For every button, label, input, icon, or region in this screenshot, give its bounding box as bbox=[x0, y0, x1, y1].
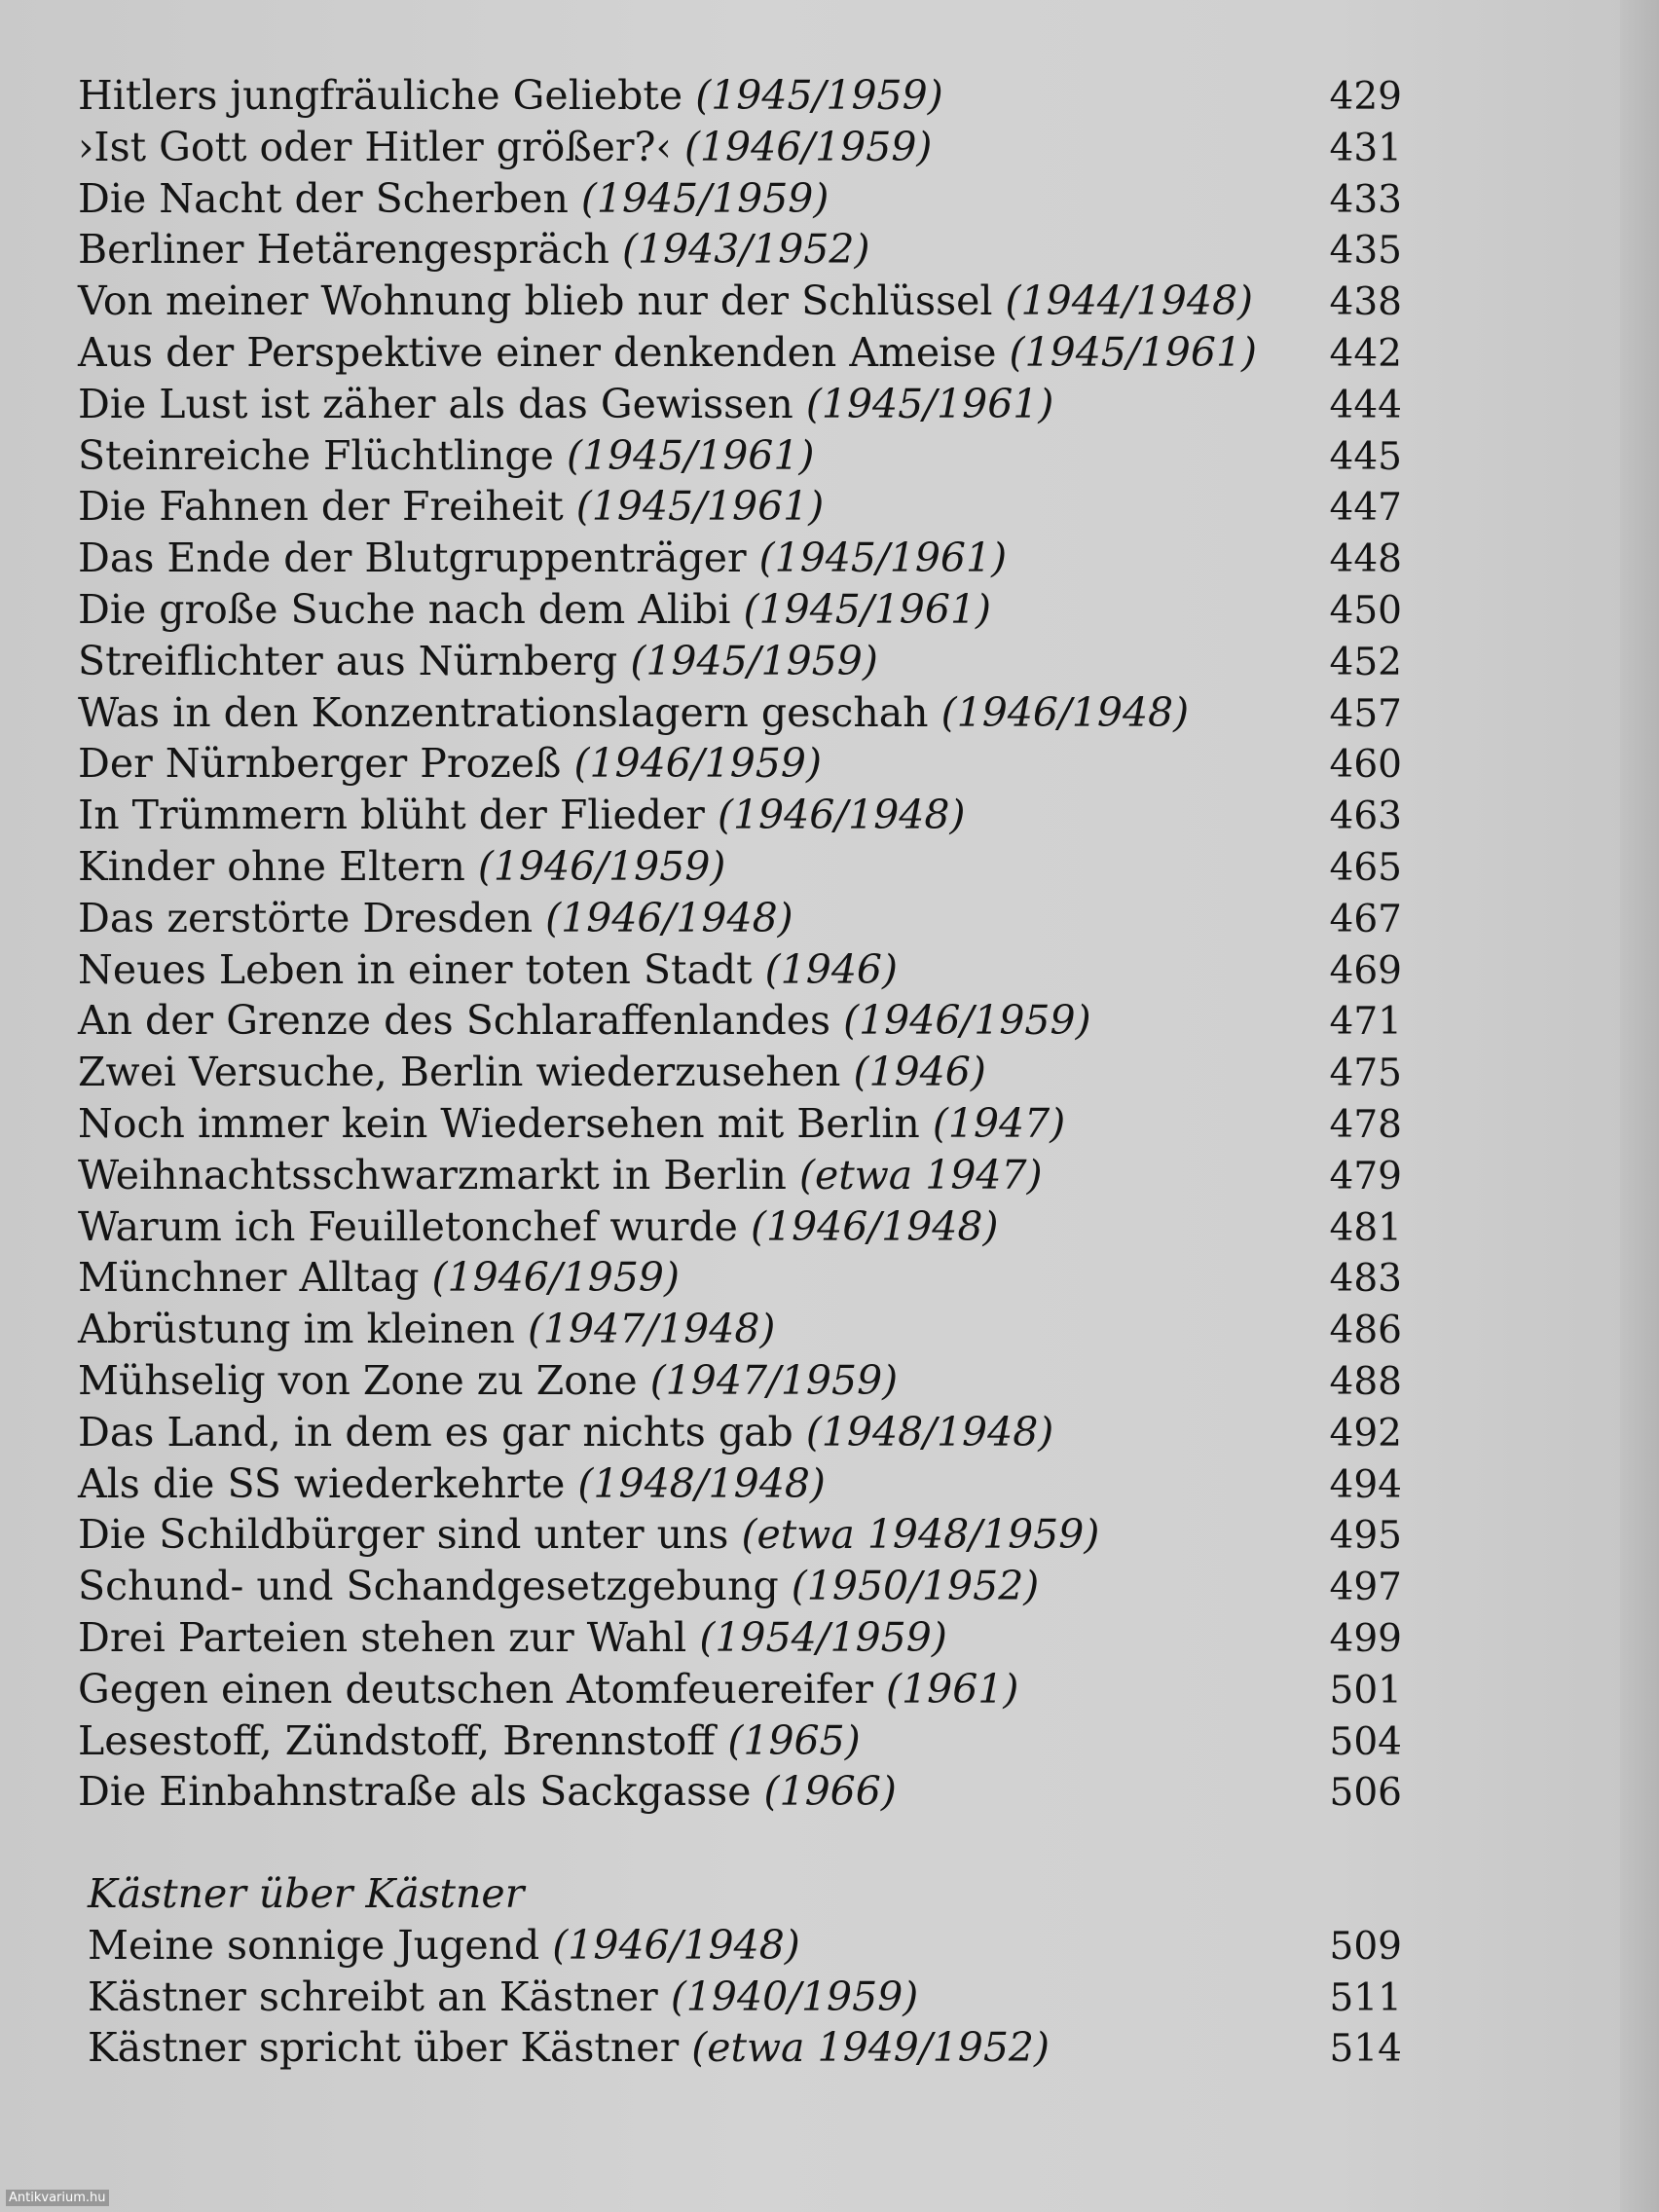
entry-title-text: Die Schildbürger sind unter uns bbox=[78, 1511, 742, 1559]
entry-page-number: 478 bbox=[1329, 1102, 1402, 1147]
entry-years: (1946/1948) bbox=[717, 792, 966, 839]
entry-title bbox=[78, 1304, 1309, 1355]
entry-years: (1945/1961) bbox=[575, 483, 825, 531]
entry-years: (1943/1952) bbox=[621, 226, 870, 274]
entry-title-text: Meine sonnige Jugend bbox=[88, 1921, 553, 1969]
toc-entry bbox=[78, 1304, 1402, 1355]
entry-page-number: 497 bbox=[1329, 1566, 1402, 1610]
toc-entries bbox=[78, 70, 1402, 1818]
entry-page-number: 494 bbox=[1329, 1462, 1402, 1507]
entry-page-number: 492 bbox=[1329, 1411, 1402, 1456]
entry-title-text: Die große Suche nach dem Alibi bbox=[78, 585, 744, 633]
entry-years: (1947/1948) bbox=[527, 1306, 776, 1353]
entry-title-text: Hitlers jungfräuliche Geliebte bbox=[78, 72, 696, 119]
entry-page-number: 509 bbox=[1329, 1924, 1402, 1969]
toc-entry bbox=[78, 1972, 1402, 2023]
entry-title bbox=[78, 995, 1309, 1047]
entry-title-text: Was in den Konzentrationslagern geschah bbox=[78, 688, 941, 736]
entry-title-text: Steinreiche Flüchtlinge bbox=[78, 431, 567, 479]
entry-title-text: ›Ist Gott oder Hitler größer?‹ bbox=[78, 123, 684, 170]
entry-years: (1947) bbox=[932, 1099, 1066, 1147]
toc-entry bbox=[78, 327, 1402, 379]
toc-entry bbox=[78, 1098, 1402, 1150]
entry-years: (1946/1948) bbox=[552, 1921, 800, 1969]
toc-entry bbox=[78, 687, 1402, 739]
entry-page-number: 511 bbox=[1329, 1975, 1402, 2020]
entry-title-text: In Trümmern blüht der Flieder bbox=[78, 792, 718, 839]
toc-entry bbox=[78, 944, 1402, 996]
toc-entry bbox=[78, 276, 1402, 327]
entry-page-number: 504 bbox=[1329, 1719, 1402, 1764]
entry-title-text: Noch immer kein Wiedersehen mit Berlin bbox=[78, 1099, 933, 1147]
toc-entry bbox=[78, 224, 1402, 276]
entry-title bbox=[78, 1252, 1309, 1304]
toc-entry bbox=[78, 533, 1402, 584]
toc-entry bbox=[78, 1715, 1402, 1767]
entry-years: (1954/1959) bbox=[699, 1613, 947, 1661]
section-entries bbox=[78, 1920, 1402, 2074]
entry-years: (1946/1959) bbox=[683, 123, 933, 170]
entry-page-number: 465 bbox=[1329, 845, 1402, 890]
entry-title-text: Aus der Perspektive einer denkenden Ameise bbox=[78, 328, 1010, 376]
entry-years: (1940/1959) bbox=[670, 1972, 919, 2020]
entry-title bbox=[78, 1664, 1309, 1715]
entry-page-number: 495 bbox=[1329, 1514, 1402, 1559]
entry-title-text: Kinder ohne Eltern bbox=[78, 842, 478, 890]
entry-page-number: 501 bbox=[1329, 1668, 1402, 1713]
entry-title bbox=[78, 276, 1309, 327]
entry-title-text: Das Land, in dem es gar nichts gab bbox=[78, 1408, 806, 1456]
entry-years: (1948/1948) bbox=[577, 1459, 826, 1507]
entry-title bbox=[78, 841, 1309, 893]
entry-title-text: Münchner Alltag bbox=[78, 1254, 432, 1302]
entry-page-number: 506 bbox=[1329, 1771, 1402, 1816]
entry-years: (1946/1948) bbox=[545, 894, 793, 941]
entry-title bbox=[78, 1150, 1309, 1201]
entry-page-number: 447 bbox=[1329, 486, 1402, 531]
entry-title bbox=[78, 1407, 1309, 1458]
entry-title-text: Die Lust ist zäher als das Gewissen bbox=[78, 380, 806, 427]
entry-title-text: Das zerstörte Dresden bbox=[78, 894, 546, 941]
entry-page-number: 444 bbox=[1329, 383, 1402, 427]
entry-title-text: Das Ende der Blutgruppenträger bbox=[78, 535, 759, 582]
entry-title bbox=[78, 224, 1309, 276]
entry-years: (1950/1952) bbox=[791, 1563, 1040, 1610]
toc-entry bbox=[78, 122, 1402, 173]
entry-page-number: 479 bbox=[1329, 1154, 1402, 1198]
entry-title-text: Drei Parteien stehen zur Wahl bbox=[78, 1613, 700, 1661]
entry-page-number: 463 bbox=[1329, 794, 1402, 839]
entry-title bbox=[78, 1509, 1309, 1561]
entry-years: (1961) bbox=[886, 1665, 1019, 1713]
entry-years: (1946) bbox=[764, 945, 898, 993]
entry-years: (1946/1959) bbox=[843, 997, 1091, 1045]
entry-title-text: Abrüstung im kleinen bbox=[78, 1306, 528, 1353]
entry-page-number: 471 bbox=[1329, 1000, 1402, 1045]
toc-entry bbox=[78, 2022, 1402, 2074]
entry-title-text: Gegen einen deutschen Atomfeuereifer bbox=[78, 1665, 887, 1713]
entry-page-number: 431 bbox=[1329, 126, 1402, 170]
entry-title bbox=[78, 790, 1309, 841]
entry-page-number: 457 bbox=[1329, 691, 1402, 736]
entry-title-text: Zwei Versuche, Berlin wiederzusehen bbox=[78, 1049, 854, 1096]
entry-title-text: Neues Leben in einer toten Stadt bbox=[78, 945, 765, 993]
entry-title bbox=[88, 2022, 1309, 2074]
page-edge bbox=[1620, 0, 1659, 2212]
toc-entry bbox=[78, 1047, 1402, 1098]
entry-title-text: Die Nacht der Scherben bbox=[78, 174, 581, 222]
entry-years: (etwa 1947) bbox=[798, 1151, 1043, 1198]
entry-title bbox=[78, 533, 1309, 584]
table-of-contents bbox=[78, 70, 1402, 2074]
entry-years: (1945/1959) bbox=[695, 72, 943, 119]
entry-page-number: 475 bbox=[1329, 1051, 1402, 1096]
entry-title-text: Lesestoff, Zündstoff, Brennstoff bbox=[78, 1716, 728, 1764]
watermark: Antikvarium.hu bbox=[6, 2190, 109, 2206]
entry-years: (1945/1961) bbox=[566, 431, 815, 479]
toc-entry bbox=[78, 1252, 1402, 1304]
entry-title bbox=[78, 327, 1309, 379]
entry-years: (1946) bbox=[853, 1049, 986, 1096]
entry-title bbox=[78, 687, 1309, 739]
entry-title-text: Kästner spricht über Kästner bbox=[88, 2024, 692, 2072]
toc-entry bbox=[78, 584, 1402, 636]
entry-years: (1945/1959) bbox=[630, 637, 878, 684]
entry-title-text: Warum ich Feuilletonchef wurde bbox=[78, 1202, 751, 1250]
toc-entry bbox=[78, 1612, 1402, 1664]
entry-years: (1946/1959) bbox=[573, 740, 822, 788]
toc-entry bbox=[78, 379, 1402, 430]
entry-page-number: 445 bbox=[1329, 434, 1402, 479]
entry-title bbox=[88, 1972, 1309, 2023]
toc-entry bbox=[78, 1201, 1402, 1253]
entry-title-text: Von meiner Wohnung blieb nur der Schlüssel bbox=[78, 277, 1006, 325]
toc-entry bbox=[78, 173, 1402, 225]
entry-title-text: An der Grenze des Schlaraffenlandes bbox=[78, 997, 844, 1045]
entry-page-number: 452 bbox=[1329, 640, 1402, 684]
entry-years: (1946/1959) bbox=[431, 1254, 680, 1302]
entry-page-number: 467 bbox=[1329, 897, 1402, 941]
toc-entry bbox=[78, 1664, 1402, 1715]
entry-title bbox=[78, 1766, 1309, 1818]
entry-page-number: 435 bbox=[1329, 229, 1402, 274]
section-heading: Kästner über Kästner bbox=[88, 1870, 525, 1918]
toc-entry bbox=[78, 790, 1402, 841]
entry-title-text: Berliner Hetärengespräch bbox=[78, 226, 622, 274]
entry-title bbox=[78, 1612, 1309, 1664]
entry-title bbox=[78, 379, 1309, 430]
toc-entry bbox=[78, 1766, 1402, 1818]
entry-years: (1945/1959) bbox=[580, 174, 830, 222]
entry-title bbox=[78, 893, 1309, 944]
entry-years: (etwa 1949/1952) bbox=[691, 2024, 1051, 2072]
toc-entry bbox=[78, 1150, 1402, 1201]
entry-title bbox=[78, 1201, 1309, 1253]
entry-years: (1948/1948) bbox=[805, 1408, 1054, 1456]
entry-title bbox=[78, 122, 1309, 173]
toc-entry bbox=[78, 1407, 1402, 1458]
toc-entry bbox=[78, 70, 1402, 122]
entry-years: (1944/1948) bbox=[1005, 277, 1254, 325]
entry-title bbox=[78, 636, 1309, 687]
entry-page-number: 486 bbox=[1329, 1309, 1402, 1353]
entry-years: (1945/1961) bbox=[805, 380, 1054, 427]
entry-title-text: Mühselig von Zone zu Zone bbox=[78, 1356, 650, 1404]
entry-title bbox=[78, 430, 1309, 482]
entry-title bbox=[88, 1920, 1309, 1972]
entry-years: (1945/1961) bbox=[1009, 328, 1258, 376]
entry-years: (1947/1959) bbox=[649, 1356, 899, 1404]
entry-title bbox=[78, 1098, 1309, 1150]
entry-title bbox=[78, 738, 1309, 790]
entry-page-number: 448 bbox=[1329, 537, 1402, 582]
entry-page-number: 514 bbox=[1329, 2027, 1402, 2072]
entry-page-number: 442 bbox=[1329, 331, 1402, 376]
entry-years: (etwa 1948/1959) bbox=[741, 1511, 1100, 1559]
section-gap bbox=[78, 1818, 1402, 1868]
toc-entry bbox=[78, 1458, 1402, 1510]
entry-page-number: 450 bbox=[1329, 588, 1402, 633]
entry-title-text: Streiflichter aus Nürnberg bbox=[78, 637, 631, 684]
entry-page-number: 499 bbox=[1329, 1616, 1402, 1661]
entry-years: (1946/1948) bbox=[940, 688, 1190, 736]
toc-entry bbox=[78, 1509, 1402, 1561]
entry-title bbox=[78, 70, 1309, 122]
toc-entry bbox=[78, 481, 1402, 533]
entry-years: (1945/1961) bbox=[758, 535, 1008, 582]
entry-years: (1946/1959) bbox=[477, 842, 726, 890]
entry-title bbox=[78, 173, 1309, 225]
entry-years: (1965) bbox=[727, 1716, 861, 1764]
entry-title-text: Kästner schreibt an Kästner bbox=[88, 1972, 671, 2020]
entry-title bbox=[78, 1561, 1309, 1612]
entry-page-number: 460 bbox=[1329, 743, 1402, 788]
toc-entry bbox=[78, 995, 1402, 1047]
entry-title bbox=[78, 584, 1309, 636]
entry-title-text: Schund- und Schandgesetzgebung bbox=[78, 1563, 792, 1610]
entry-title bbox=[78, 481, 1309, 533]
entry-title-text: Die Einbahnstraße als Sackgasse bbox=[78, 1768, 764, 1816]
toc-entry bbox=[78, 636, 1402, 687]
entry-title-text: Als die SS wiederkehrte bbox=[78, 1459, 578, 1507]
toc-entry bbox=[78, 893, 1402, 944]
toc-entry bbox=[78, 1355, 1402, 1407]
entry-title bbox=[78, 1458, 1309, 1510]
toc-entry bbox=[78, 430, 1402, 482]
toc-entry bbox=[78, 1920, 1402, 1972]
entry-page-number: 429 bbox=[1329, 75, 1402, 119]
toc-entry bbox=[78, 841, 1402, 893]
entry-title-text: Die Fahnen der Freiheit bbox=[78, 483, 576, 531]
entry-page-number: 438 bbox=[1329, 280, 1402, 325]
entry-title bbox=[78, 1355, 1309, 1407]
entry-title bbox=[78, 1047, 1309, 1098]
entry-years: (1946/1948) bbox=[750, 1202, 999, 1250]
toc-entry bbox=[78, 1561, 1402, 1612]
toc-entry bbox=[78, 738, 1402, 790]
entry-page-number: 488 bbox=[1329, 1359, 1402, 1404]
entry-title-text: Weihnachtsschwarzmarkt in Berlin bbox=[78, 1151, 799, 1198]
entry-page-number: 469 bbox=[1329, 948, 1402, 993]
entry-years: (1945/1961) bbox=[743, 585, 992, 633]
entry-years: (1966) bbox=[763, 1768, 897, 1816]
entry-page-number: 483 bbox=[1329, 1257, 1402, 1302]
entry-title bbox=[78, 944, 1309, 996]
entry-title-text: Der Nürnberger Prozeß bbox=[78, 740, 574, 788]
entry-page-number: 481 bbox=[1329, 1205, 1402, 1250]
entry-title bbox=[78, 1715, 1309, 1767]
entry-page-number: 433 bbox=[1329, 177, 1402, 222]
